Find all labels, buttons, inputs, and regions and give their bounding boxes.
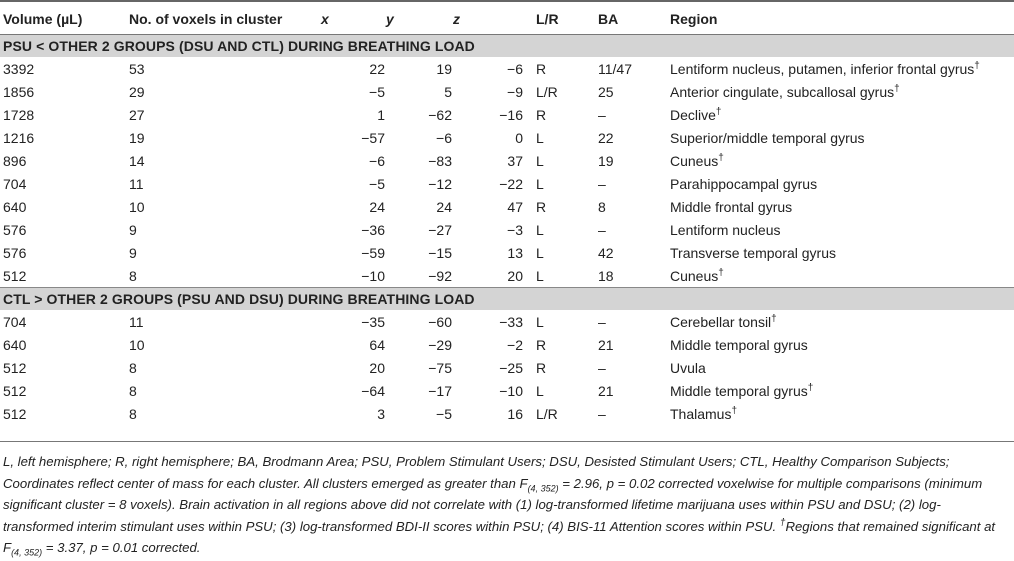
cell-lr: L: [536, 175, 544, 192]
cell-lr: L: [536, 152, 544, 169]
cell-voxels: 8: [129, 405, 137, 422]
region-name: Middle temporal gyrus: [670, 336, 808, 353]
cell-lr: L: [536, 382, 544, 399]
cell-volume: 512: [3, 382, 27, 399]
cell-region: [670, 310, 1014, 333]
cell-ba: 22: [598, 129, 614, 146]
cell-volume: 896: [3, 152, 27, 169]
cell-volume: 704: [3, 313, 27, 330]
section-header-row: [0, 35, 1014, 58]
cell-ba: 19: [598, 152, 614, 169]
cell-y: −62: [428, 106, 452, 123]
region-name: Middle frontal gyrus: [670, 198, 793, 215]
header-x: x: [321, 4, 386, 35]
region-name: Lentiform nucleus, putamen, inferior frontal gyrus: [670, 60, 975, 77]
table-body: [0, 35, 1014, 426]
cell-voxels: 9: [129, 244, 137, 261]
cell-voxels: 10: [129, 336, 145, 353]
cell-lr: L/R: [536, 405, 558, 422]
cell-region: [670, 80, 1014, 103]
cell-region: [670, 218, 1014, 241]
cell-region: [670, 402, 1014, 425]
cell-y: −83: [428, 152, 452, 169]
region-dagger: †: [718, 151, 724, 163]
region-name: Declive: [670, 106, 716, 123]
cell-ba: 21: [598, 336, 614, 353]
cell-region: [670, 356, 1014, 379]
cell-ba: 11/47: [598, 60, 632, 77]
region-name: Anterior cingulate, subcallosal gyrus: [670, 83, 895, 100]
cell-region: [670, 57, 1014, 80]
cell-ba: –: [598, 313, 606, 330]
cell-x: −6: [369, 152, 385, 169]
table-row: [0, 195, 1014, 218]
top-rule: [0, 0, 1014, 2]
cell-region: [670, 103, 1014, 126]
cell-z: 13: [507, 244, 523, 261]
region-name: Parahippocampal gyrus: [670, 175, 818, 192]
region-dagger: †: [771, 312, 777, 324]
cell-y: −60: [428, 313, 452, 330]
cell-y: 19: [436, 60, 452, 77]
table-row: [0, 333, 1014, 356]
cell-x: 64: [369, 336, 385, 353]
cell-y: −12: [428, 175, 452, 192]
footnote-part3: Regions that remained significant at F: [3, 518, 996, 555]
header-y: y: [386, 4, 453, 35]
cell-z: 47: [507, 198, 523, 215]
cell-region: [670, 264, 1014, 288]
table-row: [0, 149, 1014, 172]
cell-voxels: 14: [129, 152, 145, 169]
section-title: PSU < OTHER 2 GROUPS (DSU AND CTL) DURING BREATHING LOAD: [0, 35, 1014, 58]
header-lr: L/R: [524, 4, 598, 35]
cell-z: −33: [499, 313, 523, 330]
cell-lr: R: [536, 336, 547, 353]
footnote-subscript-1: (4, 352): [527, 483, 559, 494]
cell-ba: 18: [598, 267, 614, 284]
table-row: [0, 126, 1014, 149]
cell-voxels: 19: [129, 129, 145, 146]
table-row: [0, 57, 1014, 80]
cell-x: −5: [369, 83, 385, 100]
region-name: Cerebellar tonsil: [670, 313, 772, 330]
section-header-row: [0, 288, 1014, 311]
cell-volume: 640: [3, 198, 27, 215]
cell-x: −5: [369, 175, 385, 192]
cell-voxels: 10: [129, 198, 145, 215]
cell-ba: –: [598, 106, 606, 123]
table-row: [0, 356, 1014, 379]
cell-voxels: 8: [129, 359, 137, 376]
cell-y: −27: [428, 221, 452, 238]
region-dagger: †: [718, 266, 724, 278]
footnote-part2: = 2.96, p = 0.02 corrected voxelwise for multiple comparisons (minimum significant cluster = 8 voxels). Brain activation in all regions above did not correlate with (1) log-transformed lifetime marijuana uses within PSU and DSU; (2) log-transformed interim stimulant uses within PSU; (3) log-transformed BDI-II scores within PSU; (4) BIS-11 Attention scores within PSU.: [3, 475, 983, 534]
cell-lr: R: [536, 359, 547, 376]
table-row: [0, 402, 1014, 425]
footnote-dagger: †: [779, 517, 786, 529]
cell-z: 20: [507, 267, 523, 284]
cell-x: −59: [361, 244, 385, 261]
cell-volume: 1216: [3, 129, 35, 146]
cell-z: −22: [499, 175, 523, 192]
cell-x: −35: [361, 313, 385, 330]
footnote-part1: L, left hemisphere; R, right hemisphere; BA, Brodmann Area; PSU, Problem Stimulant Users; DSU, Desisted Stimulant Users; CTL, Healthy Comparison Subjects; Coordinates reflect center of mass for each cluster. All clusters emerged as greater than F: [3, 454, 950, 491]
cell-lr: L: [536, 244, 544, 261]
cell-ba: 42: [598, 244, 614, 261]
cell-ba: –: [598, 405, 606, 422]
cell-x: −10: [361, 267, 385, 284]
cell-z: −6: [507, 60, 523, 77]
table-row: [0, 310, 1014, 333]
table-row: [0, 103, 1014, 126]
cell-region: [670, 333, 1014, 356]
cell-x: 22: [369, 60, 385, 77]
cell-lr: L/R: [536, 83, 558, 100]
cell-region: [670, 195, 1014, 218]
cell-x: 20: [369, 359, 385, 376]
cell-y: −15: [428, 244, 452, 261]
cell-voxels: 8: [129, 382, 137, 399]
table-row: [0, 172, 1014, 195]
footnote-part4: = 3.37, p = 0.01 corrected.: [42, 540, 201, 555]
region-dagger: †: [807, 381, 814, 393]
cell-lr: R: [536, 60, 547, 77]
cell-y: 24: [436, 198, 452, 215]
header-row: [0, 4, 1014, 35]
cell-x: −57: [361, 129, 385, 146]
cell-z: −2: [507, 336, 523, 353]
cell-volume: 576: [3, 244, 27, 261]
cell-lr: L: [536, 129, 544, 146]
cell-ba: –: [598, 221, 606, 238]
header-region: Region: [670, 4, 1014, 35]
header-z: z: [453, 4, 524, 35]
cell-region: [670, 241, 1014, 264]
cell-volume: 704: [3, 175, 27, 192]
cell-voxels: 11: [129, 175, 144, 192]
cell-lr: R: [536, 198, 547, 215]
cell-ba: 21: [598, 382, 614, 399]
region-name: Superior/middle temporal gyrus: [670, 129, 865, 146]
header-volume: Volume (µL): [0, 4, 129, 35]
cell-volume: 512: [3, 267, 27, 284]
cell-z: −3: [507, 221, 523, 238]
cell-x: 3: [377, 405, 385, 422]
cell-region: [670, 149, 1014, 172]
cell-volume: 3392: [3, 60, 35, 77]
header-voxels: No. of voxels in cluster: [129, 4, 321, 35]
cell-y: −5: [436, 405, 452, 422]
cell-z: 16: [507, 405, 523, 422]
cell-lr: R: [536, 106, 547, 123]
table-footnote: [3, 451, 1011, 559]
cell-z: −25: [499, 359, 523, 376]
cell-z: −10: [499, 382, 523, 399]
cell-voxels: 29: [129, 83, 145, 100]
header-ba: BA: [598, 4, 670, 35]
cell-z: −9: [507, 83, 523, 100]
bottom-rule: [0, 441, 1014, 442]
cell-voxels: 11: [129, 313, 144, 330]
region-name: Middle temporal gyrus: [670, 382, 808, 399]
cell-x: −36: [361, 221, 385, 238]
region-name: Thalamus: [670, 405, 732, 422]
cell-volume: 1728: [3, 106, 35, 123]
cell-volume: 512: [3, 405, 27, 422]
cell-z: 0: [515, 129, 523, 146]
cell-y: 5: [444, 83, 452, 100]
cell-voxels: 53: [129, 60, 145, 77]
cell-voxels: 8: [129, 267, 137, 284]
cell-ba: –: [598, 359, 606, 376]
cell-lr: L: [536, 221, 544, 238]
footnote-subscript-2: (4, 352): [11, 547, 43, 558]
cell-y: −17: [428, 382, 452, 399]
region-dagger: †: [974, 59, 980, 71]
table-row: [0, 80, 1014, 103]
region-name: Cuneus: [670, 267, 719, 284]
cell-ba: 8: [598, 198, 606, 215]
cell-x: 24: [369, 198, 385, 215]
region-dagger: †: [715, 105, 722, 117]
cell-lr: L: [536, 267, 544, 284]
cell-volume: 512: [3, 359, 27, 376]
region-name: Lentiform nucleus: [670, 221, 781, 238]
region-name: Transverse temporal gyrus: [670, 244, 836, 261]
cell-ba: 25: [598, 83, 614, 100]
cell-volume: 640: [3, 336, 27, 353]
cell-y: −29: [428, 336, 452, 353]
cell-volume: 1856: [3, 83, 35, 100]
cell-z: 37: [507, 152, 523, 169]
cell-voxels: 27: [129, 106, 145, 123]
section-title: CTL > OTHER 2 GROUPS (PSU AND DSU) DURING BREATHING LOAD: [0, 288, 1014, 311]
cell-y: −6: [436, 129, 452, 146]
cell-region: [670, 126, 1014, 149]
cell-voxels: 9: [129, 221, 137, 238]
cell-z: −16: [499, 106, 523, 123]
cell-y: −75: [428, 359, 452, 376]
table-row: [0, 264, 1014, 288]
region-dagger: †: [894, 82, 900, 94]
results-table: [0, 4, 1014, 425]
cell-x: −64: [361, 382, 385, 399]
cell-ba: –: [598, 175, 606, 192]
region-name: Cuneus: [670, 152, 719, 169]
cell-region: [670, 172, 1014, 195]
table-row: [0, 218, 1014, 241]
table-row: [0, 241, 1014, 264]
region-name: Uvula: [670, 359, 706, 376]
table-row: [0, 379, 1014, 402]
cell-x: 1: [377, 106, 385, 123]
cell-y: −92: [428, 267, 452, 284]
region-dagger: †: [731, 404, 738, 416]
cell-region: [670, 379, 1014, 402]
cell-lr: L: [536, 313, 544, 330]
cell-volume: 576: [3, 221, 27, 238]
